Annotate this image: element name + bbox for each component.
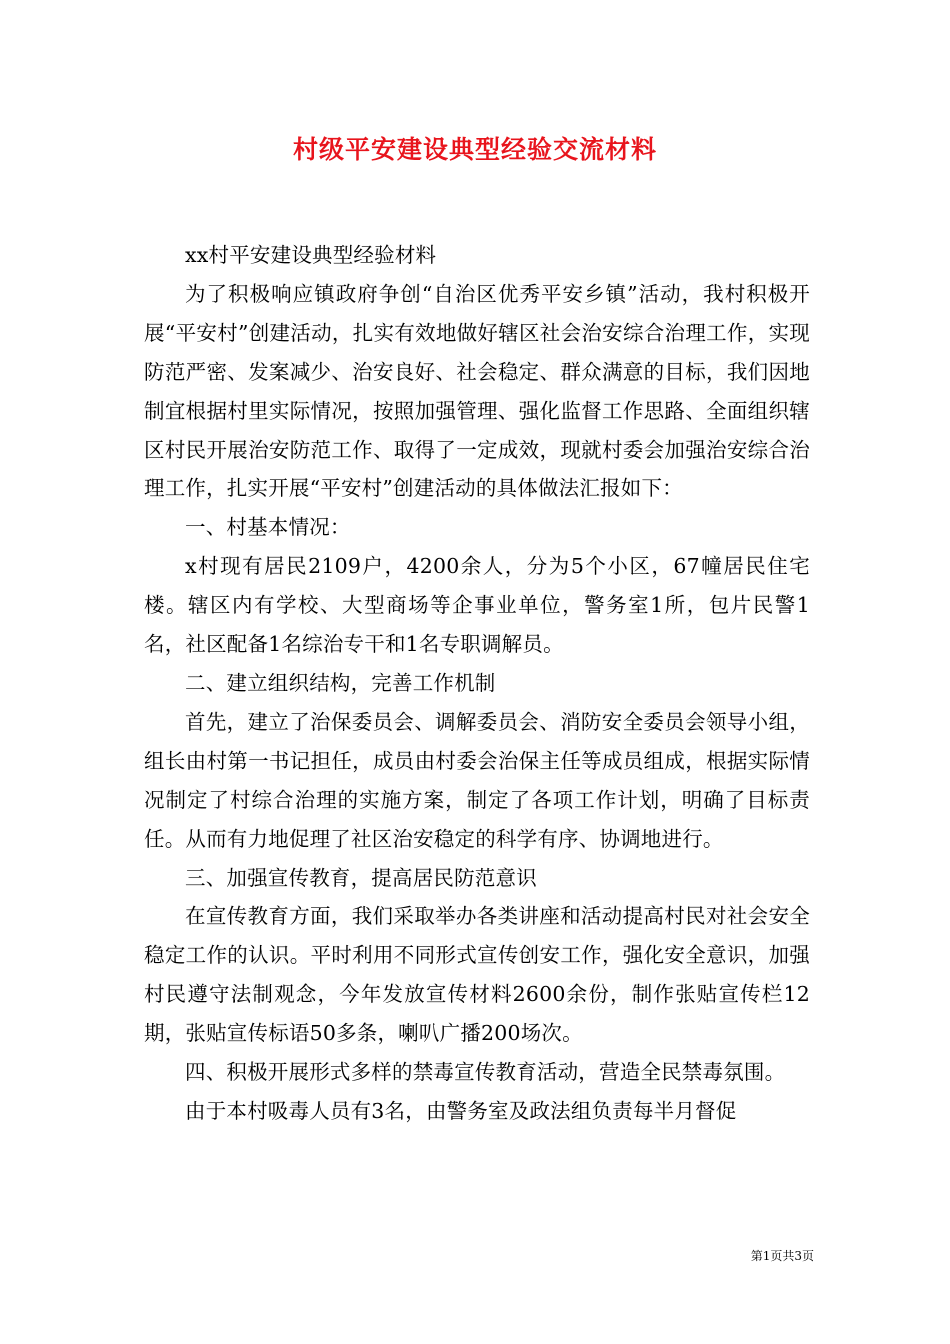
document-title: 村级平安建设典型经验交流材料 — [292, 135, 657, 164]
document-body — [144, 236, 810, 1131]
section-heading-1: 一、村基本情况： — [185, 515, 351, 540]
section-heading-4: 四、积极开展形式多样的禁毒宣传教育活动，营造全民禁毒氛围。 — [185, 1060, 786, 1085]
paragraph-drug-control: 由于本村吸毒人员有3名，由警务室及政法组负责每半月督促 — [185, 1098, 737, 1123]
paragraph-basic-info: x村现有居民2109户，4200余人，分为5个小区，67幢居民住宅楼。辖区内有学校、大型商场等企事业单位，警务室1所，包片民警1名，社区配备1名综治专干和1名专职调解员。 — [144, 554, 810, 657]
paragraph-intro: 为了积极响应镇政府争创“自治区优秀平安乡镇”活动，我村积极开展“平安村”创建活动，扎实有效地做好辖区社会治安综合治理工作，实现防范严密、发案减少、治安良好、社会稳定、群众满意的目标，我们因地制宜根据村里实际情况，按照加强管理、强化监督工作思路、全面组织辖区村民开展治安防范工作、取得了一定成效，现就村委会加强治安综合治理工作，扎实开展“平安村”创建活动的具体做法汇报如下： — [144, 281, 810, 501]
section-heading-2: 二、建立组织结构，完善工作机制 — [185, 670, 496, 695]
paragraph-subtitle: xx村平安建设典型经验材料 — [185, 243, 437, 267]
paragraph-publicity: 在宣传教育方面，我们采取举办各类讲座和活动提高村民对社会安全稳定工作的认识。平时利用不同形式宣传创安工作，强化安全意识，加强村民遵守法制观念，今年发放宣传材料2600余份，制作张贴宣传栏12期，张贴宣传标语50多条，喇叭广播200场次。 — [144, 904, 810, 1046]
paragraph-organization: 首先，建立了治保委员会、调解委员会、消防安全委员会领导小组，组长由村第一书记担任，成员由村委会治保主任等成员组成，根据实际情况制定了村综合治理的实施方案，制定了各项工作计划，明确了目标责任。从而有力地促理了社区治安稳定的科学有序、协调地进行。 — [144, 709, 810, 851]
section-heading-3: 三、加强宣传教育，提高居民防范意识 — [185, 865, 537, 890]
page-number-footer: 第1页共3页 — [750, 1249, 814, 1263]
